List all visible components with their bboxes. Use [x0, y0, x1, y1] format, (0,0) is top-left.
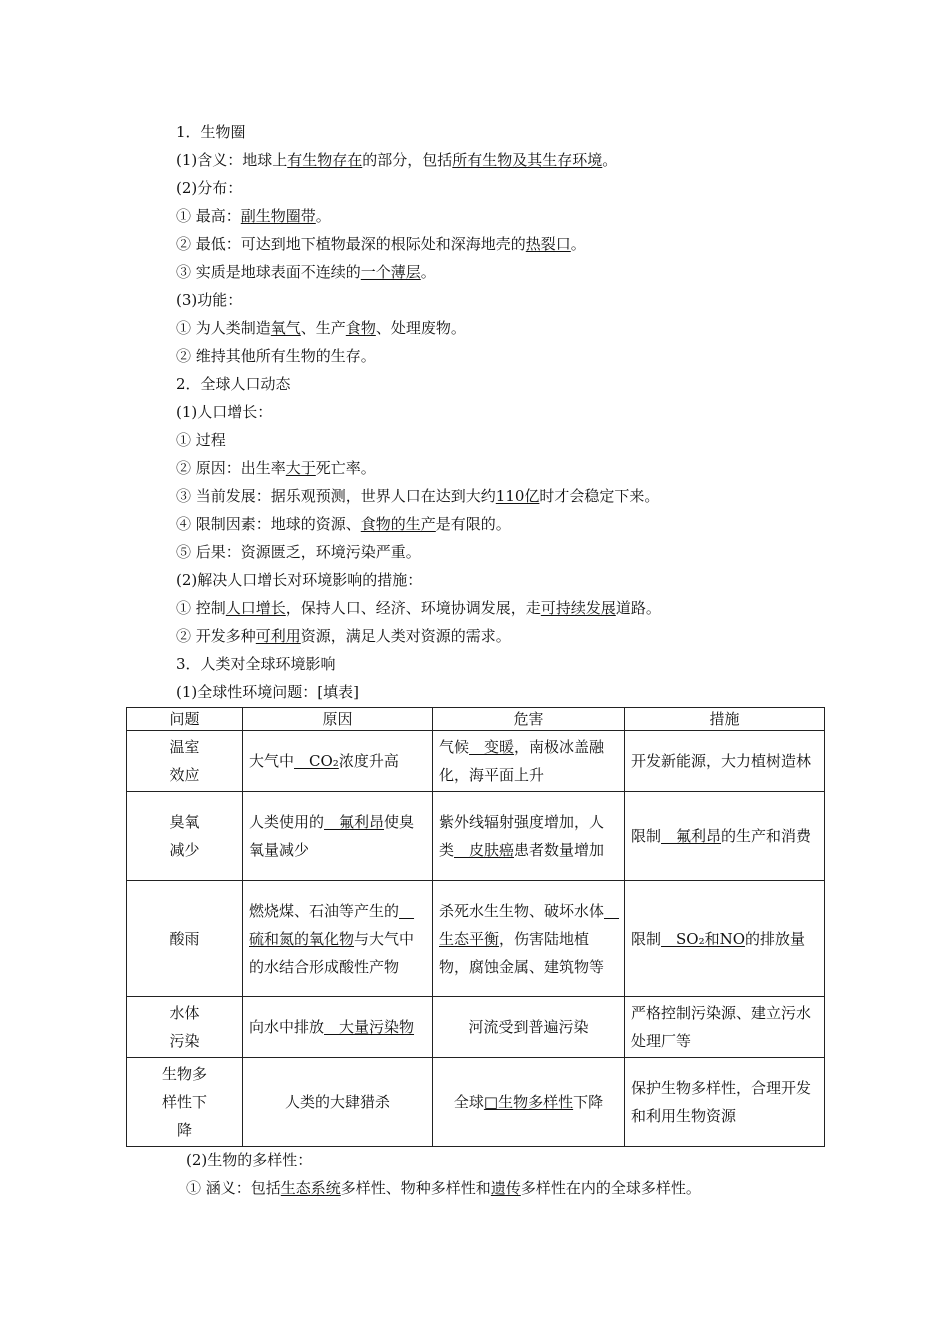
text: 资源，满足人类对资源的需求。: [300, 627, 511, 645]
text: ，保持人口、经济、环境协调发展，走: [285, 599, 541, 617]
fill-in-answer: 皮肤癌: [454, 841, 515, 859]
text: (1)含义：地球上: [176, 151, 288, 169]
text: 限制: [631, 827, 662, 845]
text: 、生产: [300, 319, 346, 337]
fill-in-answer: 氟利昂: [324, 813, 385, 831]
text: 是有限的。: [435, 515, 511, 533]
fill-in-answer: 硫和氮的氧化物: [249, 901, 415, 948]
text: 道路。: [615, 599, 661, 617]
text: 杀死水生生物、破坏水体: [439, 901, 605, 920]
s1-function-2: [176, 346, 376, 366]
issue-cell: [127, 881, 243, 997]
fill-in-answer: CO₂: [294, 752, 339, 770]
measure-cell: 严格控制污染源、建立污水处理厂等: [625, 997, 825, 1058]
text: 臭氧: [169, 813, 200, 831]
text: 。: [570, 235, 586, 253]
text: 降: [176, 1121, 192, 1139]
text: 酸雨: [169, 929, 200, 948]
text: 限制: [631, 929, 662, 948]
text: 气候: [439, 738, 470, 756]
text: ② 原因：出生率: [176, 459, 286, 477]
table-header-row: [127, 708, 825, 731]
text: ① 最高：: [176, 207, 241, 225]
text: 水体: [169, 1004, 200, 1022]
cause-cell: [243, 731, 433, 792]
text: 多样性在内的全球多样性。: [520, 1179, 701, 1197]
text: 时才会稳定下来。: [539, 487, 660, 505]
header-harm: 危害: [433, 708, 625, 731]
s1-function-1: [176, 318, 466, 338]
fill-in-answer: 食物的生产: [360, 515, 436, 533]
environment-issues-table: [126, 707, 825, 1147]
fill-in-answer: 有生物存在: [287, 151, 363, 169]
section-2-heading: [176, 374, 291, 394]
fill-in-answer: 大量污染物: [324, 1018, 415, 1036]
text: 1．生物圈: [176, 123, 246, 141]
text: ① 控制: [176, 599, 226, 617]
s2-growth-current: [176, 486, 659, 506]
text: (1)人口增长：: [176, 403, 273, 421]
text: (2)解决人口增长对环境影响的措施：: [176, 571, 423, 589]
s1-distribution-heading: [176, 178, 242, 198]
text: 死亡率。: [315, 459, 376, 477]
fill-in-answer: 人口增长: [225, 599, 286, 617]
text: 污染: [169, 1032, 200, 1050]
text: 多样性、物种多样性和: [340, 1179, 491, 1197]
issue-cell: [127, 1058, 243, 1147]
s3-table-heading: [176, 682, 359, 702]
header-cause: 原因: [243, 708, 433, 731]
table-row: [127, 881, 825, 997]
issue-cell: [127, 792, 243, 881]
text: (3)功能：: [176, 291, 243, 309]
text: ⑤ 后果：资源匮乏，环境污染严重。: [176, 543, 421, 561]
fill-in-answer: 所有生物及其生存环境: [452, 151, 603, 169]
text: 减少: [169, 841, 200, 859]
s2-measure-1: [176, 598, 661, 618]
text: 向水中排放: [249, 1018, 325, 1036]
s1-definition: [176, 150, 617, 170]
harm-cell: [433, 1058, 625, 1147]
text: 2．全球人口动态: [176, 375, 291, 393]
measure-cell: [625, 792, 825, 881]
text: ② 维持其他所有生物的生存。: [176, 347, 376, 365]
text: 全球: [453, 1093, 484, 1111]
fill-in-answer: 热裂口: [525, 235, 571, 253]
text: 样性下: [161, 1093, 207, 1111]
text: ① 为人类制造: [176, 319, 271, 337]
text: 生物多: [161, 1065, 207, 1083]
measure-cell: [625, 881, 825, 997]
s2-growth-cause: [176, 458, 376, 478]
text: ③ 当前发展：据乐观预测，世界人口在达到大约: [176, 487, 496, 505]
s1-distribution-lowest: [176, 234, 586, 254]
text: (2)分布：: [176, 179, 243, 197]
fill-in-answer: 可持续发展: [540, 599, 616, 617]
fill-in-answer: 生态系统: [280, 1179, 341, 1197]
text: 使臭氧量减少: [249, 813, 415, 859]
header-issue: 问题: [127, 708, 243, 731]
table-row: [127, 792, 825, 881]
text: (2)生物的多样性：: [186, 1151, 313, 1169]
s1-distribution-essence: [176, 262, 436, 282]
s2-growth-limits: [176, 514, 511, 534]
s3-biodiversity-heading: [186, 1150, 312, 1170]
text: 效应: [169, 766, 200, 784]
s2-growth-consequence: [176, 542, 421, 562]
table-row: [127, 997, 825, 1058]
fill-in-answer: 食物: [345, 319, 376, 337]
harm-cell: 河流受到普遍污染: [433, 997, 625, 1058]
text: ，伤害陆地植物，腐蚀金属、建筑物等: [439, 929, 605, 976]
text: 。: [602, 151, 618, 169]
text: ③ 实质是地球表面不连续的: [176, 263, 361, 281]
text: 紫外线辐射强度增加，人类: [439, 813, 605, 859]
fill-in-answer: 一个薄层: [360, 263, 421, 281]
fill-in-answer: 变暖: [469, 738, 515, 756]
text: ② 最低：可达到地下植物最深的根际处和深海地壳的: [176, 235, 526, 253]
cause-cell: 人类的大肆猎杀: [243, 1058, 433, 1147]
text: 燃烧煤、石油等产生的: [249, 901, 400, 920]
text: ① 过程: [176, 431, 226, 449]
s2-growth-process: [176, 430, 226, 450]
text: 3．人类对全球环境影响: [176, 655, 336, 673]
fill-in-answer: 遗传: [490, 1179, 521, 1197]
text: 的部分，包括: [362, 151, 453, 169]
text: 。: [420, 263, 436, 281]
table-row: [127, 731, 825, 792]
harm-cell: [433, 792, 625, 881]
cause-cell: [243, 881, 433, 997]
text: 温室: [169, 738, 200, 756]
section-3-heading: [176, 654, 336, 674]
cause-cell: [243, 792, 433, 881]
text: 、处理废物。: [375, 319, 466, 337]
text: 大气中: [249, 752, 295, 770]
s2-growth-heading: [176, 402, 272, 422]
text: ② 开发多种: [176, 627, 256, 645]
measure-cell: 开发新能源，大力植树造林: [625, 731, 825, 792]
text: 患者数量增加: [514, 841, 605, 859]
fill-in-answer: 副生物圈带: [240, 207, 316, 225]
text: ④ 限制因素：地球的资源、: [176, 515, 361, 533]
text: 的生产和消费: [721, 827, 812, 845]
fill-in-answer: □生物多样性: [483, 1093, 574, 1111]
fill-in-answer: 氟利昂: [661, 827, 722, 845]
text: 人类使用的: [249, 813, 325, 831]
fill-in-answer: 大于: [285, 459, 316, 477]
cause-cell: [243, 997, 433, 1058]
harm-cell: [433, 731, 625, 792]
section-1-heading: [176, 122, 246, 142]
text: 与大气中的水结合形成酸性产物: [249, 929, 415, 976]
text: 的排放量: [745, 929, 806, 948]
text: ① 涵义：包括: [186, 1179, 281, 1197]
text: ，南极冰盖融化，海平面上升: [439, 738, 605, 784]
fill-in-answer: 110亿: [495, 487, 540, 505]
header-measure: 措施: [625, 708, 825, 731]
s2-measures-heading: [176, 570, 422, 590]
s2-measure-2: [176, 626, 511, 646]
s1-function-heading: [176, 290, 242, 310]
table-row: [127, 1058, 825, 1147]
fill-in-answer: 生态平衡: [439, 901, 620, 948]
text: 浓度升高: [338, 752, 399, 770]
measure-cell: 保护生物多样性，合理开发和利用生物资源: [625, 1058, 825, 1147]
text: (1)全球性环境问题：[填表]: [176, 683, 359, 701]
fill-in-answer: 可利用: [255, 627, 301, 645]
issue-cell: [127, 731, 243, 792]
text: 下降: [573, 1093, 604, 1111]
text: 。: [315, 207, 331, 225]
issue-cell: [127, 997, 243, 1058]
fill-in-answer: 氧气: [270, 319, 301, 337]
s3-biodiversity-meaning: [186, 1178, 701, 1198]
s1-distribution-highest: [176, 206, 331, 226]
fill-in-answer: SO₂和NO: [661, 929, 746, 948]
harm-cell: [433, 881, 625, 997]
